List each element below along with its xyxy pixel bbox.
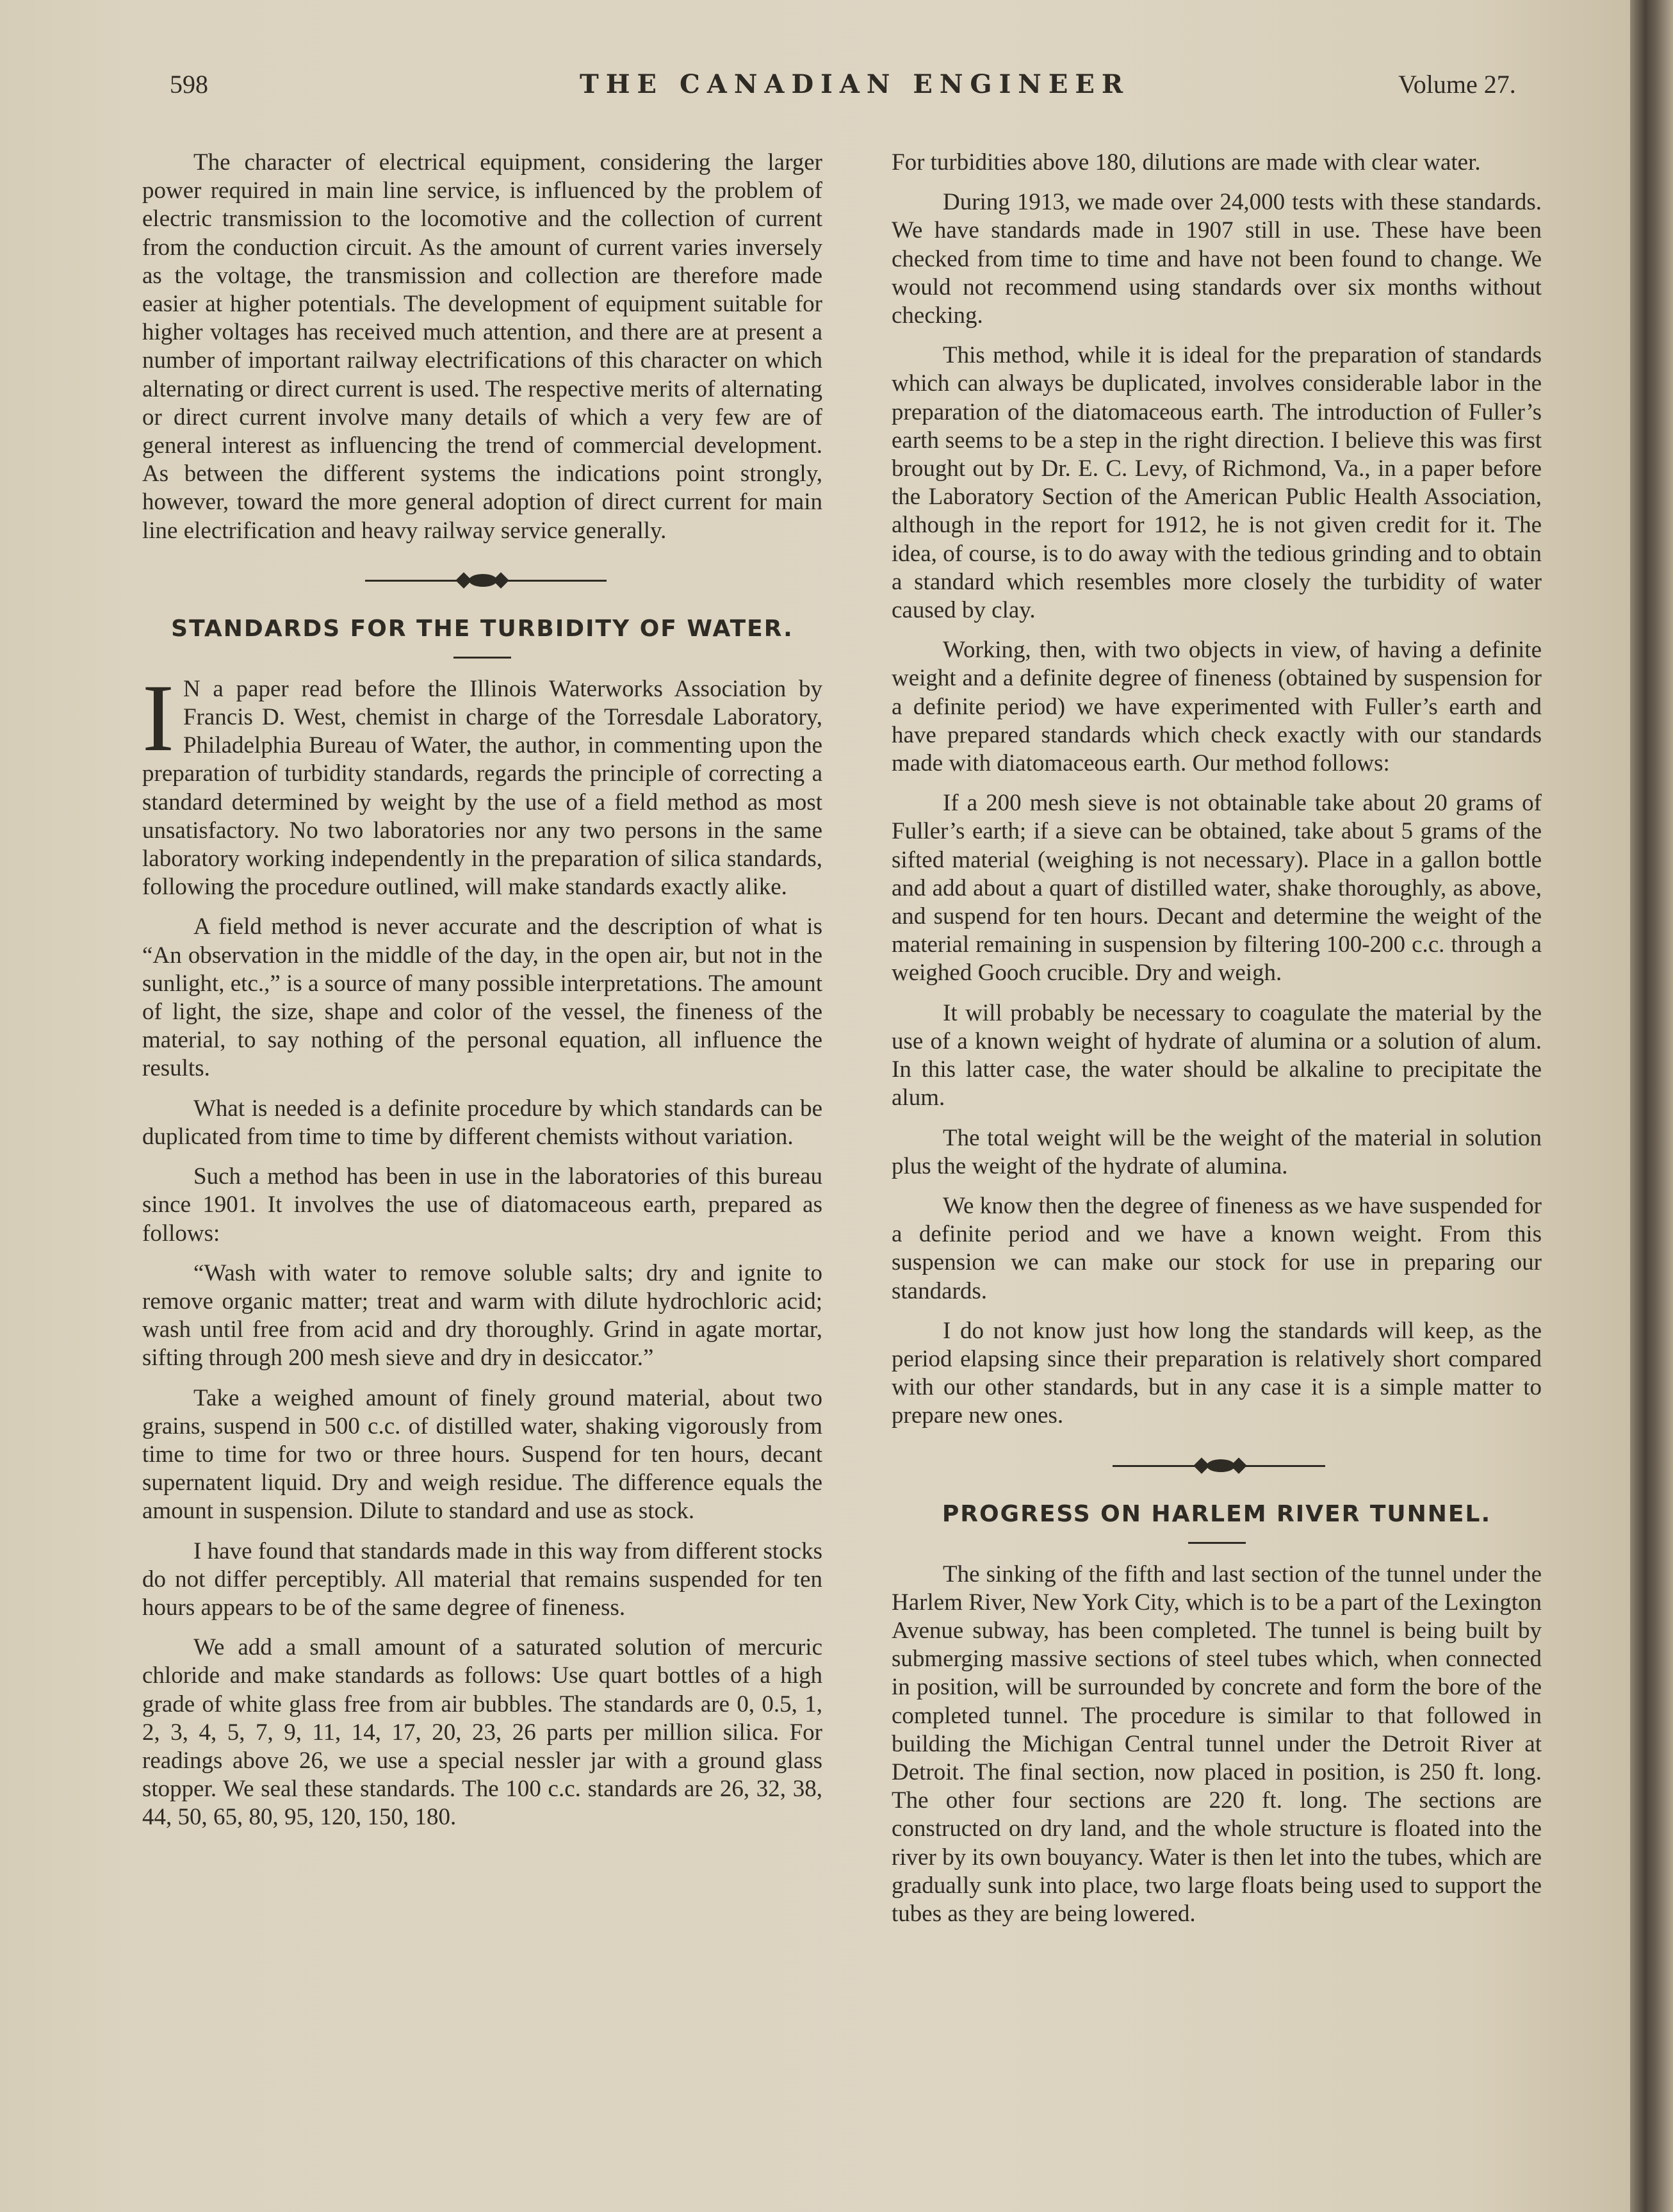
journal-title: THE CANADIAN ENGINEER (580, 69, 1130, 99)
paragraph: Take a weighed amount of finely ground material, about two grains, suspend in 500 c.c. of distilled water, shaking vigorously from time to time for two or three hours. Suspend for ten hours, decant supernatent liquid. Dry and weigh residue. The difference equals the amount in suspension. Dilute to standard and use as stock. (142, 1384, 822, 1525)
article2-title: PROGRESS ON HARLEM RIVER TUNNEL. (942, 1500, 1492, 1527)
paragraph: The total weight will be the weight of the material in solution plus the weight of the hydrate of alumina. (892, 1124, 1542, 1179)
paragraph: A field method is never accurate and the description of what is “An observation in the middle of the day, in the open air, but not in the sunlight, etc.,” is a source of many possible interpretations. The amount of light, the size, shape and color of the vessel, the fineness of the material, to say nothing of the personal equation, all influence the results. (142, 913, 822, 1082)
paragraph: Such a method has been in use in the laboratories of this bureau since 1901. It involves the use of diatomaceous earth, prepared as follows: (142, 1163, 822, 1247)
paragraph: If a 200 mesh sieve is not obtainable take about 20 grams of Fuller’s earth; if a sieve can be obtained, take about 5 grams of the sifted material (weighing is not necessary). Place in a gallon bottle and add about a quart of distilled water, shake thoroughly, as above, and suspend for ten hours. Decant and determine the weight of the material remaining in suspension by filtering 100-200 c.c. through a weighed Gooch crucible. Dry and weigh. (892, 790, 1542, 987)
page-number: 598 (170, 70, 208, 99)
title-rule (1188, 1542, 1246, 1544)
quoted-procedure: “Wash with water to remove soluble salts; dry and ignite to remove organic matter; treat and warm with dilute hydrochloric acid; wash until free from acid and dry thoroughly. Grind in agate mortar, sifting through 200 mesh sieve and dry in desiccator.” (142, 1259, 822, 1372)
article-body (142, 664, 822, 1832)
left-column (142, 149, 822, 1844)
paragraph: I have found that standards made in this way from different stocks do not differ perceptibly. All material that remains suspended for ten hours appears to be of the same degree of fineness. (142, 1537, 822, 1621)
ornament-divider (892, 1456, 1542, 1475)
paragraph: Working, then, with two objects in view, of having a definite weight and a definite degree of fineness (obtained by suspension for a definite period) we have experimented with Fuller’s earth and have prepared standards which check exactly with our standards made with diatomaceous earth. Our method follows: (892, 637, 1542, 777)
right-column (892, 149, 1542, 1940)
paragraph: We add a small amount of a saturated solution of mercuric chloride and make standards as follows: Use quart bottles of a high grade of white glass free from air bubbles. The standards are 0, 0.5, 1, 2, 3, 4, 5, 7, 9, 11, 14, 17, 20, 23, 26 parts per million silica. For readings above 26, we use a special nessler jar with a ground glass stopper. We seal these standards. The 100 c.c. standards are 26, 32, 38, 44, 50, 65, 80, 95, 120, 150, 180. (142, 1634, 822, 1831)
paragraph: During 1913, we made over 24,000 tests with these standards. We have standards made in 1907 still in use. These have been checked from time to time and have not been found to change. We would not recommend using standards over six months without checking. (892, 189, 1542, 329)
first-paragraph: N a paper read before the Illinois Waterworks Association by Francis D. West, chemist in charge of the Torresdale Laboratory, Philadelphia Bureau of Water, the author, in commenting upon the preparation of turbidity standards, regards the principle of correcting a standard determined by weight by the use of a field method as most unsatisfactory. No two laboratories nor any two persons in the same laboratory working independently in the preparation of silica standards, following the procedure outlined, will make standards exactly alike. (142, 675, 822, 901)
paragraph: We know then the degree of fineness as we have suspended for a definite period and we have a known weight. From this suspension we can make our stock for use in preparing our standards. (892, 1192, 1542, 1304)
paragraph: This method, while it is ideal for the preparation of standards which can always be duplicated, involves considerable labor in the preparation of the diatomaceous earth. The introduction of Fuller’s earth seems to be a step in the right direction. I believe this was first brought out by Dr. E. C. Levy, of Richmond, Va., in a paper before the Laboratory Section of the American Public Health Association, although in the report for 1912, he is not given credit for it. The idea, of course, is to do away with the tedious grinding and to obtain a standard which resembles more closely the turbidity of water caused by clay. (892, 342, 1542, 624)
intro-paragraph: The character of electrical equipment, considering the larger power required in main line service, is influenced by the problem of electric transmission to the locomotive and the collection of current from the conduction circuit. As the amount of current varies inversely as the voltage, the transmission and collection are therefore made easier at higher potentials. The development of equipment suitable for higher voltages has received much attention, and there are at present a number of important railway electrifications of this character on which alternating or direct current is used. The respective merits of alternating or direct current involve many details of which a very few are of general interest as influencing the trend of commercial development. As between the different systems the indications point strongly, however, toward the more general adoption of direct current for main line electrification and heavy railway service generally. (142, 149, 822, 544)
title-rule (453, 657, 511, 659)
ornament-divider (142, 571, 822, 590)
volume-label: Volume 27. (1398, 70, 1516, 99)
continuation-paragraph: For turbidities above 180, dilutions are made with clear water. (892, 149, 1481, 176)
paragraph: I do not know just how long the standards will keep, as the period elapsing since their preparation is relatively short compared with our other standards, but in any case it is a simple matter to prepare new ones. (892, 1317, 1542, 1429)
article-title: STANDARDS FOR THE TURBIDITY OF WATER. (171, 615, 794, 642)
article2-paragraph: The sinking of the fifth and last section of the tunnel under the Harlem River, New York City, which is to be a part of the Lexington Avenue subway, has been completed. The tunnel is being built by submerging massive sections of steel tubes which, when connected in position, will be surrounded by concrete and form the bore of the completed tunnel. The procedure is similar to that followed in building the Michigan Central tunnel under the Detroit River at Detroit. The final section, now placed in position, is 250 ft. long. The other four sections are 220 ft. long. The sections are constructed on dry land, and the whole structure is floated into the river by its own bouyancy. Water is then let into the tubes, which are gradually sunk into place, two large floats being used to support the tubes as they are being lowered. (892, 1561, 1542, 1927)
paragraph: What is needed is a definite procedure by which standards can be duplicated from time to time by different chemists without variation. (142, 1095, 822, 1150)
drop-cap: I (142, 664, 174, 771)
binding-gutter (1630, 0, 1673, 2212)
paragraph: It will probably be necessary to coagulate the material by the use of a known weight of hydrate of alumina or a solution of alum. In this latter case, the water should be alkaline to precipitate the alum. (892, 999, 1542, 1111)
